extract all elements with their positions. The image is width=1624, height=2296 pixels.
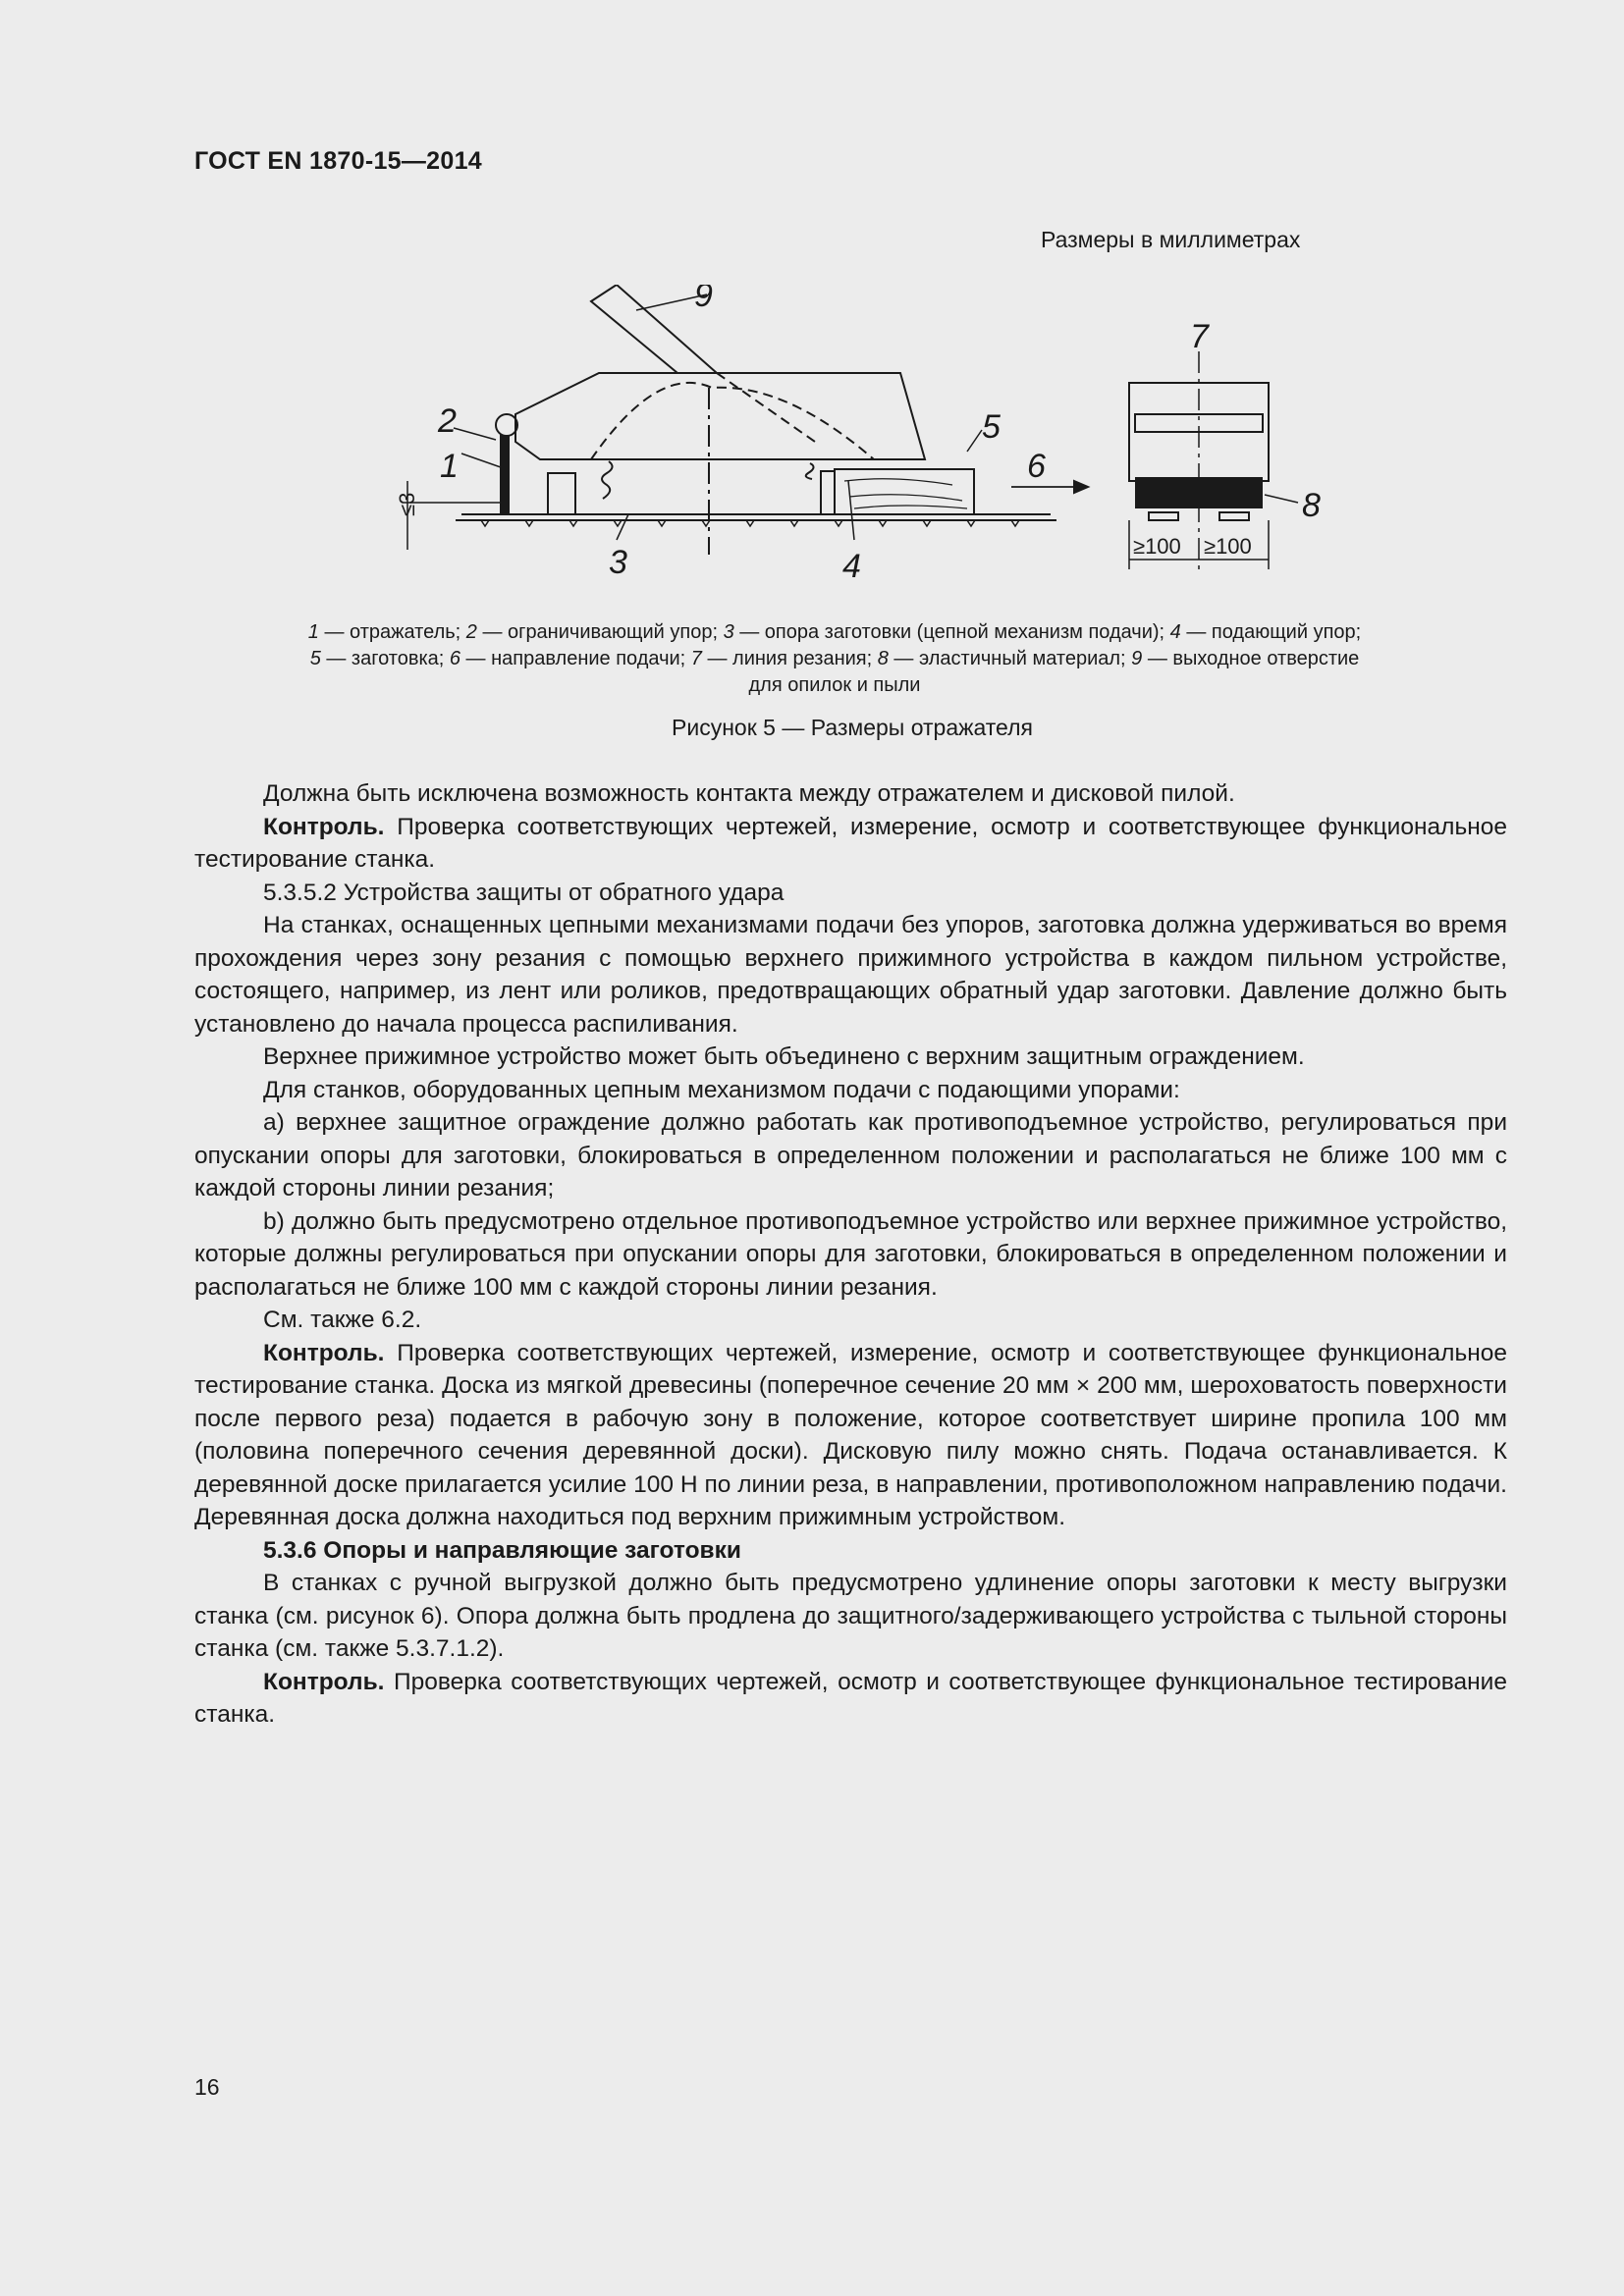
reflector-post [501,434,509,514]
feed-stop [821,471,835,514]
label-5: 5 [982,408,1001,446]
label-3: 3 [609,544,627,581]
label-8: 8 [1302,487,1321,524]
paragraph: См. также 6.2. [263,1307,422,1333]
paragraph: Контроль. Проверка соответствующих чертежей, измерение, осмотр и соответствующее функциональное тестирование станка. [194,813,1507,873]
saw-arc [591,383,874,459]
list-item: a) верхнее защитное ограждение должно работать как противоподъемное устройство, регулироваться при опускании опоры для заготовки, блокироваться в определенном положении и располагаться не ближе 100 мм с каждой стороны линии резания; [194,1109,1507,1201]
paragraph: В станках с ручной выгрузкой должно быть предусмотрено удлинение опоры заготовки к месту выгрузки станка (см. рисунок 6). Опора должна быть продлена до защитного/задерживающего устройства с тыльной стороны станка (см. также 5.3.7.1.2). [194,1570,1507,1662]
section-heading: 5.3.5.2 Устройства защиты от обратного удара [263,879,785,906]
page-number: 16 [194,2074,220,2100]
label-6: 6 [1027,448,1046,485]
reflector-figure [363,285,1345,599]
label-7: 7 [1190,318,1209,355]
gap-dimension: ≤3 [395,492,419,516]
label-9: 9 [694,285,713,314]
list-item: b) должно быть предусмотрено отдельное противоподъемное устройство или верхнее прижимное устройство, которые должны регулироваться при опускании опоры для заготовки, блокироваться в определенном положении и располагаться не ближе 100 мм с каждой стороны линии резания. [194,1207,1507,1301]
legend-line-3: для опилок и пыли [748,674,921,696]
figure-legend [226,619,1443,699]
figure-caption: Рисунок 5 — Размеры отражателя [672,715,1033,740]
document-header: ГОСТ EN 1870-15—2014 [194,147,482,175]
paragraph: Должна быть исключена возможность контакта между отражателем и дисковой пилой. [263,780,1235,807]
dimensions-note: Размеры в миллиметрах [1041,227,1301,252]
paragraph: Контроль. Проверка соответствующих чертежей, измерение, осмотр и соответствующее функциональное тестирование станка. Доска из мягкой древесины (поперечное сечение 20 мм × 200 мм, шероховатость поверхности после первого реза) подается в рабочую зону в положение, которое соответствует ширине пропила 100 мм (половина поперечного сечения деревянной доски). Дисковую пилу можно снять. Подача останавливается. К деревянной доске прилагается усилие 100 Н по линии реза, в направлении, противоположном направлению подачи. Деревянная доска должна находиться под верхним прижимным устройством. [194,1339,1507,1530]
section-heading: 5.3.6 Опоры и направляющие заготовки [263,1536,741,1564]
paragraph: Верхнее прижимное устройство может быть объединено с верхним защитным ограждением. [263,1043,1305,1070]
legend-line-1: 1 — отражатель; 2 — ограничивающий упор; 3 — опора заготовки (цепной механизм подачи); 4 — подающий упор; [307,621,1362,643]
paragraph: На станках, оснащенных цепными механизмами подачи без упоров, заготовка должна удерживаться во время прохождения через зону резания с помощью верхнего прижимного устройства в каждом пильном устройстве, состоящего, например, из лент или роликов, предотвращающих обратный удар заготовки. Давление должно быть установлено до начала процесса распиливания. [194,912,1507,1038]
legend-line-2: 5 — заготовка; 6 — направление подачи; 7 — линия резания; 8 — эластичный материал; 9 — выходное отверстие [309,648,1360,669]
label-1: 1 [440,448,459,485]
label-2: 2 [438,402,457,440]
dim-left: ≥100 [1133,534,1181,559]
limiter-ball [496,414,517,436]
dim-right: ≥100 [1204,534,1252,559]
guard-hood [515,373,925,459]
stop-block [548,473,575,514]
paragraph: Контроль. Проверка соответствующих чертежей, осмотр и соответствующее функциональное тестирование станка. [194,1668,1507,1728]
body-text [194,777,1507,1732]
label-4: 4 [842,548,861,585]
paragraph: Для станков, оборудованных цепным механизмом подачи с подающими упорами: [263,1076,1180,1103]
